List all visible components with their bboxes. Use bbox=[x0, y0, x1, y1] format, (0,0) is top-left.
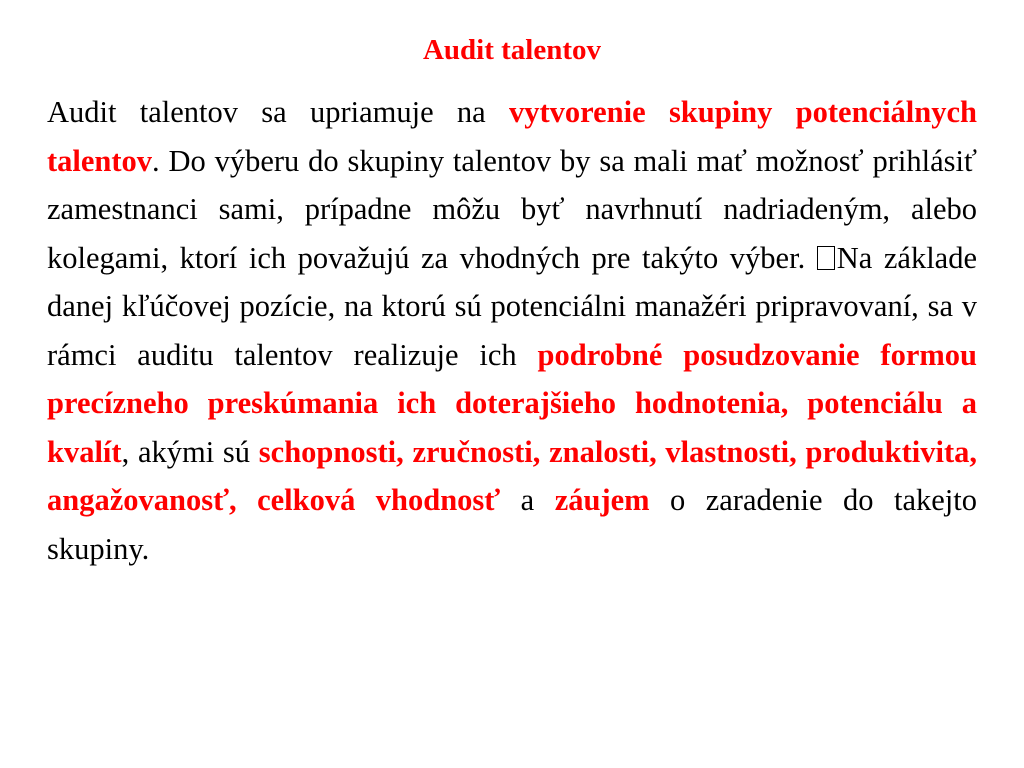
slide-title: Audit talentov bbox=[422, 34, 602, 66]
text-run: Na základe danej kľúčovej pozície, na ktorú sú potenciálni manažéri pripravovaní, sa v rámci auditu talentov realizuje ich bbox=[47, 240, 977, 372]
text-run: Audit talentov sa upriamuje na bbox=[47, 95, 509, 129]
text-run: a bbox=[500, 483, 555, 517]
text-run: , akými sú bbox=[121, 434, 259, 469]
highlighted-text-run: schopnosti, zručnosti, znalosti, vlastnosti, produktivita, angažovanosť, celková vhodnosť bbox=[47, 434, 977, 517]
highlighted-text-run: podrobné posudzovanie formou precízneho preskúmania ich doterajšieho hodnotenia, potenciálu a kvalít bbox=[47, 337, 977, 469]
text-run: . Do výberu do skupiny talentov by sa mali mať možnosť prihlásiť zamestnanci sami, prípadne môžu byť navrhnutí nadriadeným, alebo kolegami, ktorí ich považujú za vhodných pre takýto výber. bbox=[47, 143, 977, 275]
highlighted-text-run: záujem bbox=[554, 483, 650, 517]
text-run: o zaradenie do takejto skupiny. bbox=[47, 483, 977, 566]
missing-glyph-icon bbox=[817, 246, 835, 270]
highlighted-text-run: vytvorenie skupiny potenciálnych talentov bbox=[47, 95, 977, 178]
body-paragraph bbox=[47, 88, 977, 573]
